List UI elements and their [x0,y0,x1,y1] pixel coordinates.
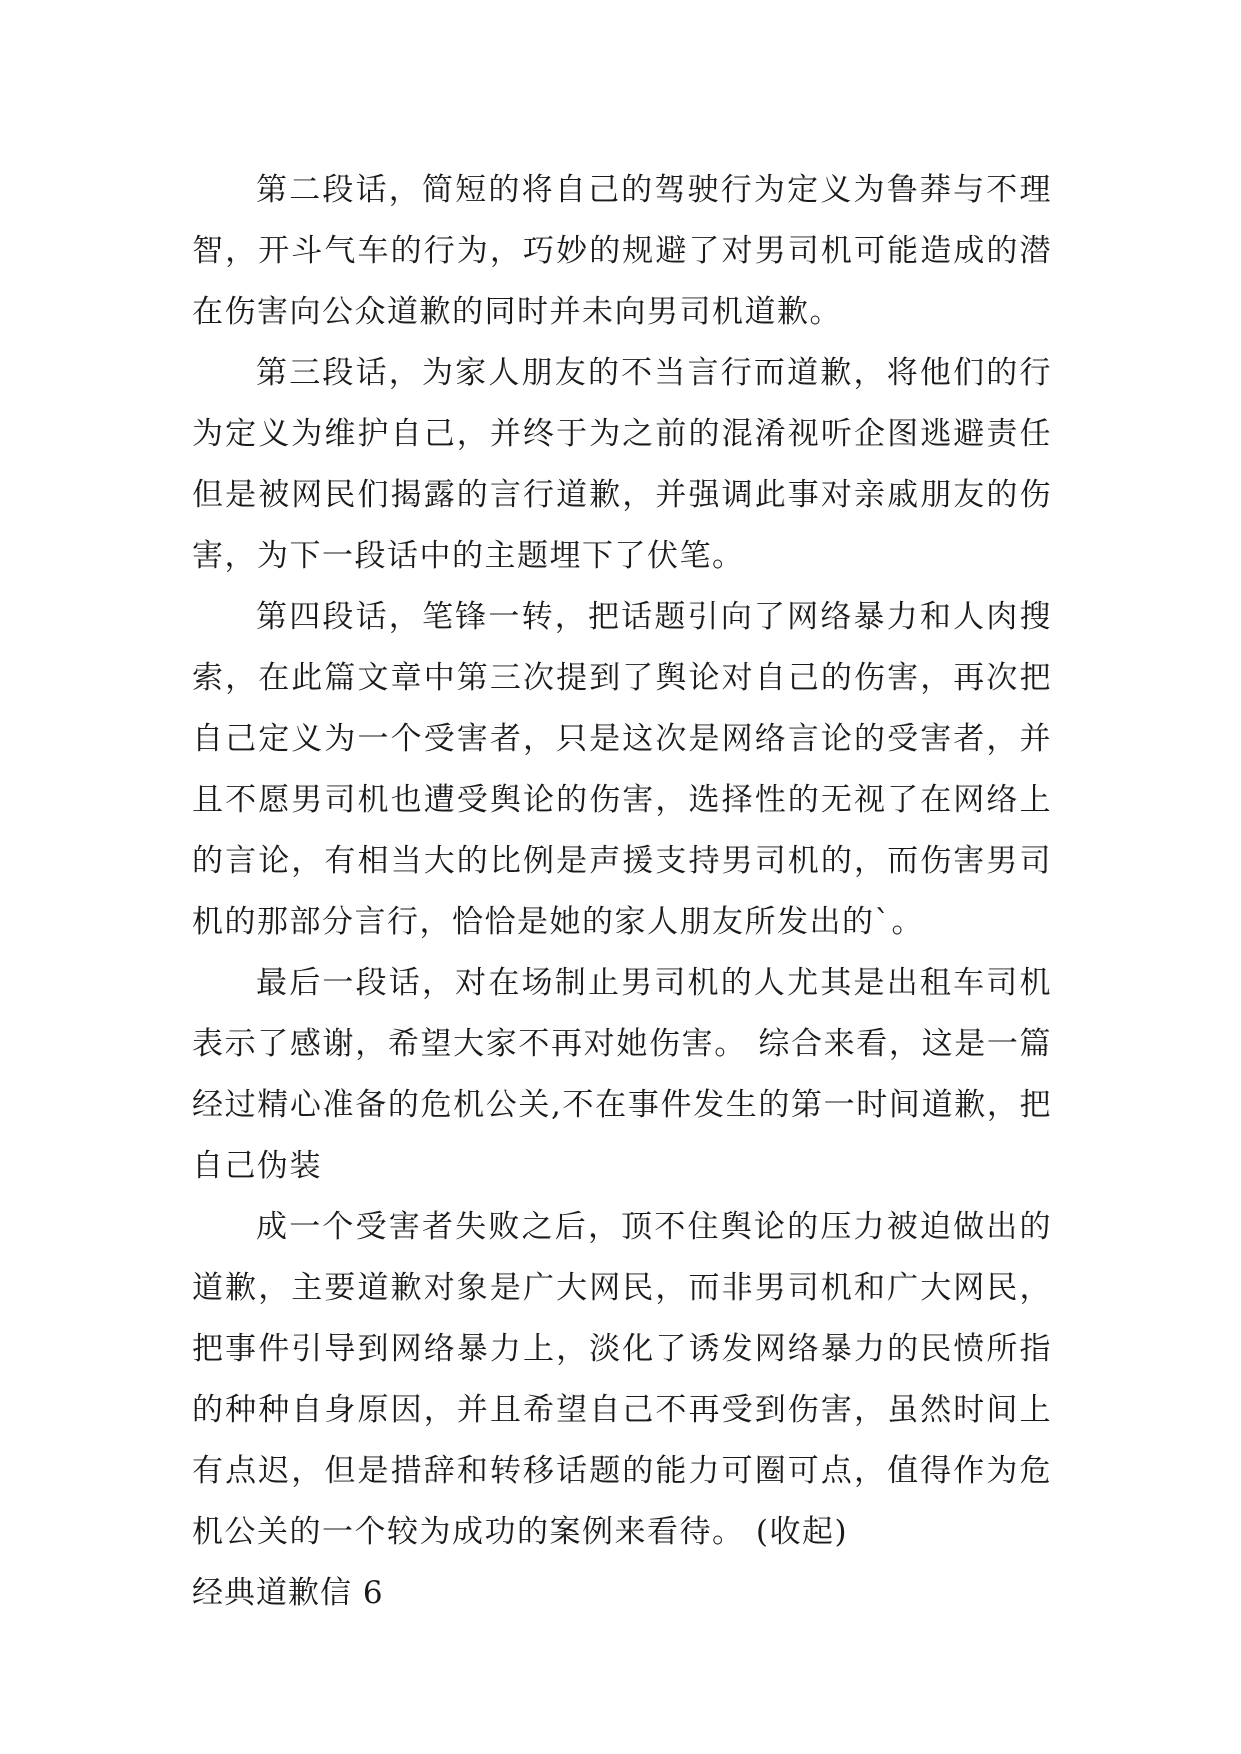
paragraph-3: 第三段话，为家人朋友的不当言行而道歉，将他们的行为定义为维护自己，并终于为之前的混淆视听企图逃避责任但是被网民们揭露的言行道歉，并强调此事对亲戚朋友的伤害，为下一段话中的主题埋下了伏笔。 [192,355,1052,574]
paragraph-4: 第四段话，笔锋一转，把话题引向了网络暴力和人肉搜索，在此篇文章中第三次提到了舆论对自己的伤害，再次把自己定义为一个受害者，只是这次是网络言论的受害者，并且不愿男司机也遭受舆论的伤害，选择性的无视了在网络上的言论，有相当大的比例是声援支持男司机的，而伤害男司机的那部分言行，恰恰是她的家人朋友所发出的`。 [192,599,1052,940]
paragraph-2: 第二段话，简短的将自己的驾驶行为定义为鲁莽与不理智，开斗气车的行为，巧妙的规避了对男司机可能造成的潜在伤害向公众道歉的同时并未向男司机道歉。 [192,172,1052,330]
paragraph-5: 最后一段话，对在场制止男司机的人尤其是出租车司机表示了感谢，希望大家不再对她伤害。 综合来看，这是一篇经过精心准备的危机公关,不在事件发生的第一时间道歉，把自己伪装 [192,965,1052,1184]
section-heading: 经典道歉信 6 [192,1575,384,1611]
document-page [192,160,1052,1624]
paragraph-6: 成一个受害者失败之后，顶不住舆论的压力被迫做出的道歉，主要道歉对象是广大网民，而非男司机和广大网民，把事件引导到网络暴力上，淡化了诱发网络暴力的民愤所指的种种自身原因，并且希望自己不再受到伤害，虽然时间上有点迟，但是措辞和转移话题的能力可圈可点，值得作为危机公关的一个较为成功的案例来看待。 (收起) [192,1209,1052,1550]
